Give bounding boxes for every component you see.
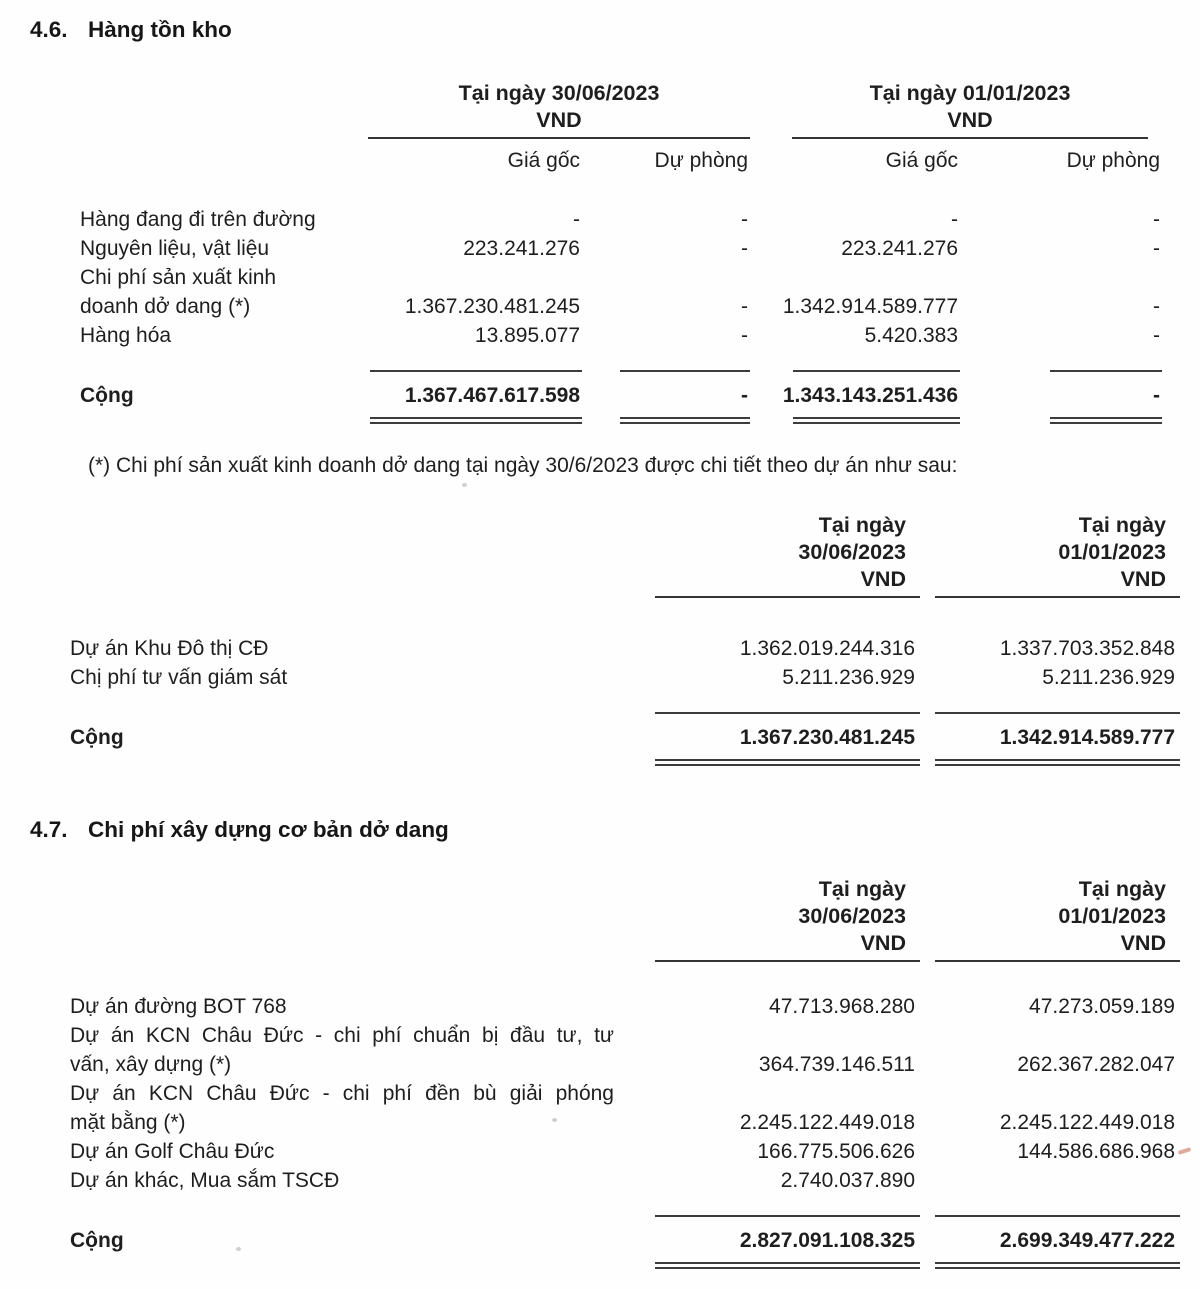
construction-in-progress-table [30,876,1180,1269]
total-row [30,714,1180,757]
scan-speck [462,483,467,487]
sub-header-cost: Giá gốc [885,149,959,172]
table-row [30,321,1162,350]
row-label: Nguyên liệu, vật liệu [80,237,270,260]
cell-value: 2.245.122.449.018 [739,1111,915,1134]
cell-value [920,1166,1180,1195]
total-value: 1.367.467.617.598 [404,384,580,407]
row-label: Dự án KCN Châu Đức - chi phí đền bù giải phóng mặt bằng (*) [70,1082,614,1134]
cell-value: 223.241.276 [463,237,580,260]
cell-value: 2.245.122.449.018 [999,1111,1175,1134]
column-group-prior [750,80,1162,139]
sub-header-provision: Dự phòng [654,149,749,172]
table-row [30,263,1162,321]
row-label: Dự án Golf Châu Đức [70,1140,275,1163]
total-underline-row [30,415,1162,424]
cell-value: - [741,208,749,231]
header-row [30,876,1180,962]
table-row [30,634,1180,663]
cell-value: 47.713.968.280 [769,995,915,1018]
column-header-current: Tại ngày 30/06/2023 VND [530,512,920,598]
row-label: Hàng hóa [80,324,172,347]
row-label: Dự án Khu Đô thị CĐ [70,637,269,660]
column-group-unit: VND [947,108,993,132]
cell-value: - [1153,295,1161,318]
cell-value: 1.337.703.352.848 [999,637,1175,660]
cell-value: - [741,295,749,318]
table-row [30,1021,1180,1079]
total-underline-row [30,1260,1180,1269]
total-value: 1.367.230.481.245 [739,726,915,749]
section-46-heading [30,0,1200,44]
cell-value: - [741,324,749,347]
cell-value: - [741,237,749,260]
total-separator-row [30,1195,1180,1217]
wip-by-project-table [30,512,1180,766]
cell-value: 5.420.383 [864,324,959,347]
total-label: Cộng [70,1229,124,1252]
cell-value: 2.740.037.890 [780,1169,915,1192]
cell-value: 47.273.059.189 [1029,995,1175,1018]
table-row [30,1166,1180,1195]
column-group-title: Tại ngày 01/01/2023 [869,81,1071,105]
total-value: 1.343.143.251.436 [782,384,959,407]
scan-speck [236,1247,241,1251]
total-value: 2.699.349.477.222 [999,1229,1175,1252]
table-row [30,992,1180,1021]
cell-value: - [1153,324,1161,347]
column-group-current [360,80,750,139]
section-title: Chi phí xây dựng cơ bản dở dang [88,817,449,842]
cell-value: 1.367.230.481.245 [404,295,580,318]
total-label: Cộng [80,384,134,407]
cell-value: 1.342.914.589.777 [782,295,959,318]
total-value: - [741,384,749,407]
cell-value: - [951,208,959,231]
cell-value: 144.586.686.968 [1017,1140,1175,1163]
cell-value: 166.775.506.626 [757,1140,915,1163]
section-number: 4.6. [30,17,68,42]
row-label: Chị phí tư vấn giám sát [70,666,288,689]
total-underline-row [30,757,1180,766]
cell-value: 223.241.276 [841,237,959,260]
column-header-current: Tại ngày 30/06/2023 VND [650,876,920,962]
cell-value: 1.362.019.244.316 [739,637,915,660]
row-label: Chi phí sản xuất kinh doanh dở dang (*) [80,266,277,318]
total-value: 1.342.914.589.777 [999,726,1175,749]
sub-header-row [30,139,1162,177]
cell-value: 262.367.282.047 [1017,1053,1175,1076]
table-row [30,663,1180,692]
section-number: 4.7. [30,817,68,842]
total-value: - [1153,384,1161,407]
column-group-header-row [30,80,1162,139]
section-47-heading [30,816,1200,844]
table-row [30,1079,1180,1137]
row-label: Dự án đường BOT 768 [70,995,287,1018]
table-row [30,1137,1180,1166]
scan-speck [552,1118,557,1122]
row-label: Dự án KCN Châu Đức - chi phí chuẩn bị đầu tư, tư vấn, xây dựng (*) [70,1024,614,1076]
inventory-table [30,80,1162,424]
total-row [30,372,1162,415]
section-title: Hàng tồn kho [88,17,232,42]
cell-value: 13.895.077 [474,324,580,347]
total-value: 2.827.091.108.325 [739,1229,915,1252]
cell-value: - [1153,208,1161,231]
sub-header-cost: Giá gốc [507,149,580,172]
sub-header-provision: Dự phòng [1066,149,1161,172]
table-row [30,205,1162,234]
total-label: Cộng [70,726,124,749]
footnote: (*) Chi phí sản xuất kinh doanh dở dang tại ngày 30/6/2023 được chi tiết theo dự án như sau: [88,454,958,477]
row-label: Dự án khác, Mua sắm TSCĐ [70,1169,340,1192]
row-label: Hàng đang đi trên đường [80,208,316,231]
table-row [30,234,1162,263]
cell-value: 5.211.236.929 [1042,666,1175,689]
column-group-title: Tại ngày 30/06/2023 [458,81,660,105]
total-separator-row [30,350,1162,372]
cell-value: - [1153,237,1161,260]
column-header-prior: Tại ngày 01/01/2023 VND [920,512,1180,598]
column-header-prior: Tại ngày 01/01/2023 VND [920,876,1180,962]
cell-value: 364.739.146.511 [758,1053,915,1076]
total-row [30,1217,1180,1260]
cell-value: - [573,208,580,231]
total-separator-row [30,692,1180,714]
header-row [30,512,1180,598]
cell-value: 5.211.236.929 [782,666,915,689]
column-group-unit: VND [536,108,582,132]
